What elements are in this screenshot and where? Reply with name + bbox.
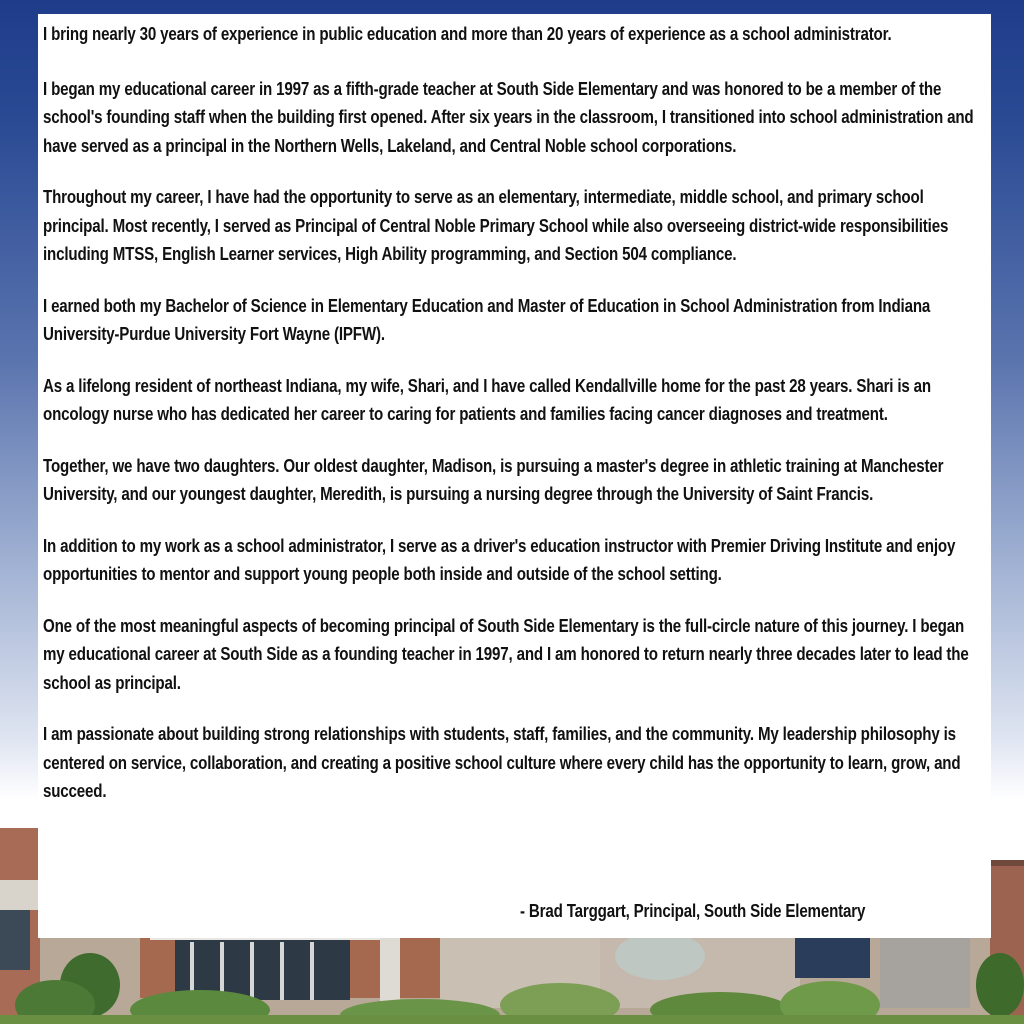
bio-paragraph: I earned both my Bachelor of Science in Elementary Education and Master of Education in School Administration from Indiana University-Purdue University Fort Wayne (IPFW).	[43, 295, 931, 344]
bio-paragraph: I am passionate about building strong relationships with students, staff, families, and the community. My leadership philosophy is centered on service, collaboration, and creating a positive school culture where every child has the opportunity to learn, grow, and succeed.	[43, 724, 961, 801]
bio-text-card	[38, 14, 991, 938]
bio-paragraph: I began my educational career in 1997 as a fifth-grade teacher at South Side Elementary and was honored to be a member of the school's founding staff when the building first opened. After six years in the classroom, I transitioned into school administration and have served as a principal in the Northern Wells, Lakeland, and Central Noble school corporations.	[43, 78, 974, 156]
bio-paragraph: Together, we have two daughters. Our oldest daughter, Madison, is pursuing a master's degree in athletic training at Manchester University, and our youngest daughter, Meredith, is pursuing a nursing degree through the University of Saint Francis.	[43, 455, 944, 504]
bio-paragraph: As a lifelong resident of northeast Indiana, my wife, Shari, and I have called Kendallville home for the past 28 years. Shari is an oncology nurse who has dedicated her career to caring for patients and families facing cancer diagnoses and treatment.	[43, 375, 931, 424]
bio-paragraph: I bring nearly 30 years of experience in public education and more than 20 years of experience as a school administrator.	[43, 24, 892, 44]
signature-line: - Brad Targgart, Principal, South Side Elementary	[520, 901, 866, 921]
bio-paragraph: One of the most meaningful aspects of becoming principal of South Side Elementary is the full-circle nature of this journey. I began my educational career at South Side as a founding teacher in 1997, and I am honored to return nearly three decades later to lead the school as principal.	[43, 615, 969, 693]
bio-paragraph: Throughout my career, I have had the opportunity to serve as an elementary, intermediate, middle school, and primary school principal. Most recently, I served as Principal of Central Noble Primary School while also overseeing district-wide responsibilities including MTSS, English Learner services, High Ability programming, and Section 504 compliance.	[43, 187, 949, 264]
bio-paragraph: In addition to my work as a school administrator, I serve as a driver's education instructor with Premier Driving Institute and enjoy opportunities to mentor and support young people both inside and outside of the school setting.	[43, 535, 956, 584]
